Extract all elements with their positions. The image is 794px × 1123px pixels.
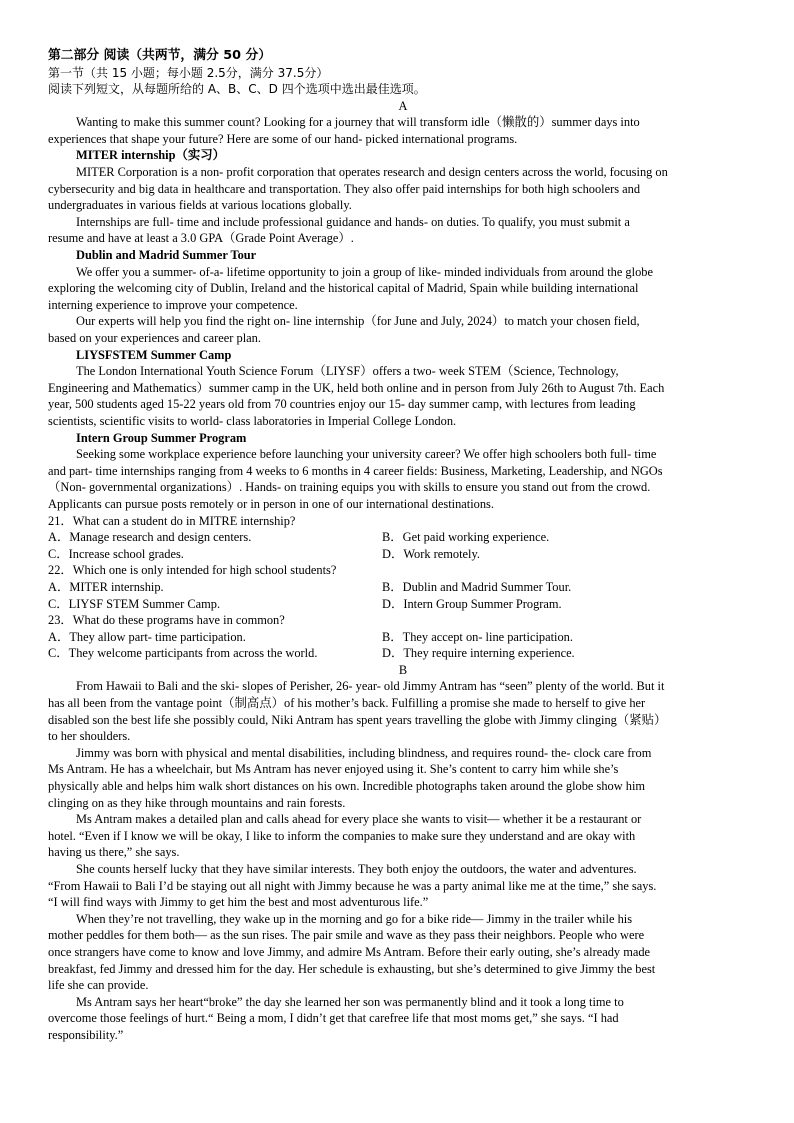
passage-a-body — [48, 114, 758, 512]
passage-a-label: A — [398, 98, 408, 113]
passage-b — [48, 662, 758, 1044]
text-line: scientists, scientific visits to world- class laboratories in Imperial College London. — [48, 413, 457, 428]
text-line: mother peddles for them both— as the sun rises. The pair smile and wave as they pass their neighbors. People who were — [48, 928, 645, 943]
section-heading: Intern Group Summer Program — [76, 430, 247, 445]
part-title: 第二部分 阅读（共两节，满分 50 分） — [48, 48, 272, 63]
text-line: and part- time internships ranging from 4 weeks to 6 months in 4 career fields: Business, Marketing, Leadership, and NGOs — [48, 463, 663, 478]
text-line: From Hawaii to Bali and the ski- slopes of Perisher, 26- year- old Jimmy Antram has “seen” plenty of the world. But it — [76, 679, 665, 694]
question-stem: 22．Which one is only intended for high school students? — [48, 563, 337, 578]
answer-option[interactable]: D．They require interning experience. — [382, 646, 575, 661]
answer-option[interactable]: B．Get paid working experience. — [382, 530, 550, 545]
section-heading: Dublin and Madrid Summer Tour — [76, 248, 257, 263]
answer-option[interactable]: C．Increase school grades. — [48, 546, 184, 561]
passage-b-label: B — [398, 662, 408, 677]
text-line: Applicants can pursue posts remotely or in person in one of our international destinations. — [48, 496, 494, 511]
text-line: Jimmy was born with physical and mental disabilities, including blindness, and requires round- the- clock care from — [76, 745, 652, 760]
text-line: undergraduates in various fields at various locations globally. — [48, 198, 352, 213]
text-line: physically able and helps him walk short distances on his own. Incredible photographs taken around the globe show him — [48, 779, 646, 794]
option-row — [48, 546, 758, 563]
text-line: The London International Youth Science Forum（LIYSF）offers a two- week STEM（Science, Technology, — [76, 364, 619, 379]
text-line: Ms Antram says her heart“broke” the day she learned her son was permanently blind and it took a long time to — [76, 994, 624, 1009]
question-stem: 21．What can a student do in MITRE internship? — [48, 513, 296, 528]
text-line: Our experts will help you find the right on- line internship（for June and July, 2024）to match your chosen field, — [76, 314, 640, 329]
text-line: When they’re not travelling, they wake up in the morning and go for a bike ride— Jimmy in the trailer while his — [76, 911, 633, 926]
option-row — [48, 629, 758, 646]
instruction-line: 阅读下列短文，从每题所给的 A、B、C、D 四个选项中选出最佳选项。 — [48, 82, 426, 97]
text-line: Internships are full- time and include professional guidance and hands- on duties. To qualify, you must submit a — [76, 214, 630, 229]
text-line: having us there,” she says. — [48, 845, 180, 860]
text-line: Engineering and Mathematics）summer camp in the UK, held both online and in person from July 26th to August 7th. Each — [48, 380, 665, 395]
text-line: disabled son the best life she possibly could, Niki Antram has spent years travelling the globe with Jimmy clinging（紧贴） — [48, 712, 667, 727]
text-line: She counts herself lucky that they have similar interests. They both enjoy the outdoors, the water and adventures. — [76, 862, 637, 876]
passage-a — [48, 98, 758, 513]
answer-option[interactable]: D．Work remotely. — [382, 546, 480, 561]
text-line: MITER Corporation is a non- profit corporation that operates research and design centers across the world, focusing on — [76, 165, 668, 180]
answer-option[interactable]: A．Manage research and design centers. — [48, 530, 252, 545]
option-row — [48, 645, 758, 662]
text-line: clinging on as they hike through mountains and rain forests. — [48, 795, 346, 810]
text-line: Wanting to make this summer count? Looking for a journey that will transform idle（懒散的）summer days into — [76, 115, 640, 130]
text-line: “From Hawaii to Bali I’d be staying out all night with Jimmy because he was a party animal like me at the time,” she says. — [48, 878, 657, 893]
text-line: life she can provide. — [48, 978, 149, 993]
text-line: resume and have at least a 3.0 GPA（Grade Point Average）. — [48, 231, 354, 246]
text-line: Ms Antram. He has a wheelchair, but Ms Antram has never enjoyed using it. She’s content to carry him while she’s — [48, 762, 619, 777]
passage-b-body — [48, 678, 758, 1043]
text-line: We offer you a summer- of-a- lifetime opportunity to join a group of like- minded individuals from around the globe — [76, 264, 653, 279]
answer-option[interactable]: A．MITER internship. — [48, 579, 164, 594]
text-line: experiences that shape your future? Here are some of our hand- picked international programs. — [48, 131, 518, 146]
option-row — [48, 596, 758, 613]
option-row — [48, 529, 758, 546]
answer-option[interactable]: A．They allow part- time participation. — [48, 629, 246, 644]
answer-option[interactable]: B．Dublin and Madrid Summer Tour. — [382, 579, 572, 594]
text-line: has all been from the vantage point（制高点）of his mother’s back. Fulfilling a promise she made to herself to give her — [48, 696, 646, 711]
text-line: hotel. “Even if I know we will be okay, I like to inform the companies to make sure they understand and are okay with — [48, 828, 636, 843]
answer-option[interactable]: C．They welcome participants from across the world. — [48, 646, 318, 661]
option-row — [48, 579, 758, 596]
text-line: interning experience to improve your competence. — [48, 297, 298, 312]
section-heading: MITER internship（实习） — [76, 148, 226, 163]
answer-option[interactable]: C．LIYSF STEM Summer Camp. — [48, 596, 221, 611]
text-line: overcome those feelings of hurt.“ Being a mom, I didn’t get that carefree life that most moms get,” she says. “I had — [48, 1011, 619, 1026]
section-line: 第一节（共 15 小题；每小题 2.5分，满分 37.5分） — [48, 65, 329, 80]
text-line: exploring the welcoming city of Dublin, Ireland and the historical capital of Madrid, Spain while building international — [48, 281, 639, 296]
answer-option[interactable]: D．Intern Group Summer Program. — [382, 596, 562, 611]
section-heading: LIYSFSTEM Summer Camp — [76, 347, 232, 362]
exam-page — [48, 47, 758, 1044]
text-line: year, 500 students aged 15-22 years old from 70 countries enjoy our 15- day summer camp, with lectures from leading — [48, 397, 636, 412]
text-line: responsibility.” — [48, 1027, 124, 1042]
questions-block — [48, 513, 758, 662]
text-line: once strangers have come to know and love Jimmy, and admire Ms Antram. Before their early outing, she’s already made — [48, 944, 651, 959]
text-line: Ms Antram makes a detailed plan and calls ahead for every place she wants to visit— whether it be a restaurant or — [76, 812, 642, 827]
text-line: breakfast, fed Jimmy and dressed him for the day. Her schedule is exhausting, but she’s determined to give Jimmy the best — [48, 961, 656, 976]
text-line: based on your experiences and career plan. — [48, 331, 261, 345]
answer-option[interactable]: B．They accept on- line participation. — [382, 629, 573, 644]
text-line: to her shoulders. — [48, 729, 131, 744]
text-line: “I will find ways with Jimmy to get him the best and most adventurous life.” — [48, 895, 429, 910]
text-line: Seeking some workplace experience before launching your university career? We offer high schoolers both full- time — [76, 447, 657, 462]
text-line: cybersecurity and big data in healthcare and transportation. They also offer paid internships for both high schoolers and — [48, 181, 641, 196]
text-line: （Non- governmental organizations）. Hands- on training equips you with skills to ensure you stand out from the crowd. — [48, 480, 651, 495]
question-stem: 23．What do these programs have in common? — [48, 613, 285, 628]
